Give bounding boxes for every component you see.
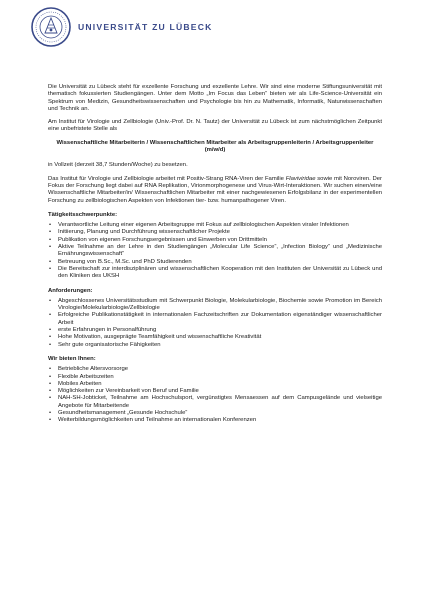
university-seal-icon	[30, 6, 72, 48]
description-part-2: sowie mit Noroviren. Der Fokus der Forschung liegt dabei auf RNA Replikation, Virionmorphogenese und Virus-Wirt-Interaktionen. Wir suchen einen/eine Wissenschaftliche Mitarbeiter/in/ Wissenschaftlichen Mitarbeiter mit einer nachgewiesenen Erfolgsbilanz in der experimentellen Forschung zu zellbiologischen Aspekten von Infektionen tier- bzw. humanpathogener Viren.	[48, 175, 383, 204]
list-item: • Mobiles Arbeiten	[48, 381, 382, 388]
list-item: • Sehr gute organisatorische Fähigkeiten	[48, 342, 382, 349]
institute-paragraph: Am Institut für Virologie und Zellbiologie (Univ.-Prof. Dr. N. Tautz) der Universität zu Lübeck ist zum nächstmöglichen Zeitpunkt eine unbefristete Stelle als	[48, 119, 382, 133]
section-heading-requirements: Anforderungen:	[48, 287, 93, 294]
list-item: • Die Bereitschaft zur interdisziplinären und wissenschaftlichen Kooperation mit den Instituten der Universität zu Lübeck und den Kliniken des UKSH	[48, 266, 382, 281]
description-part-1: Das Institut für Virologie und Zellbiologie arbeitet mit Positiv-Strang RNA-Viren der Familie	[48, 175, 286, 182]
list-item: • Aktive Teilnahme an der Lehre in den Studiengängen „Molecular Life Science“, „Infection Biology“ und „Medizinische Ernährungswissenschaft“	[48, 244, 382, 259]
job-title: Wissenschaftliche Mitarbeiterin / Wissenschaftlichen Mitarbeiter als Arbeitsgruppenleiterin / Arbeitsgruppenleiter (m/w/d)	[56, 139, 374, 154]
intro-paragraph: Die Universität zu Lübeck steht für exzellente Forschung und exzellente Lehre. Wir sind eine moderne Stiftungsuniversität mit thematisch fokussierten Studiengängen. Unter dem Motto „Im Focus das Leben“ bieten wir als Life-Science-Universität ein Spektrum von Medizin, Gesundheitswissenschaften und Psychologie bis hin zu Mathematik, Informatik, Naturwissenschaften und Technik an.	[48, 84, 382, 112]
university-header	[30, 6, 213, 48]
benefits-list	[48, 366, 382, 424]
list-item: • Abgeschlossenes Universitätsstudium mit Schwerpunkt Biologie, Molekularbiologie, Biochemie sowie Promotion im Bereich Virologie/Molekularbiologie/Zellbiologie	[48, 298, 382, 313]
section-heading-tasks: Tätigkeitsschwerpunkte:	[48, 211, 118, 218]
list-item: • Hohe Motivation, ausgeprägte Teamfähigkeit und wissenschaftliche Kreativität	[48, 334, 382, 341]
list-item: • Betreuung von B.Sc., M.Sc. und PhD Studierenden	[48, 259, 382, 266]
list-item: • Erfolgreiche Publikationstätigkeit in internationalen Fachzeitschriften zur Dokumentation eigenständiger wissenschaftlicher Arbeit	[48, 312, 382, 327]
list-item: • Verantwortliche Leitung einer eigenen Arbeitsgruppe mit Fokus auf zellbiologischen Aspekten viraler Infektionen	[48, 222, 382, 229]
list-item: • Weiterbildungsmöglichkeiten und Teilnahme an internationalen Konferenzen	[48, 417, 382, 424]
tasks-list	[48, 222, 382, 280]
list-item: • Betriebliche Altersvorsorge	[48, 366, 382, 373]
list-item: • NAH-SH-Jobticket, Teilnahme am Hochschulsport, vergünstigtes Mensaessen auf dem Campusgelände und vielseitige Angebote für Mitarbeitende	[48, 395, 382, 410]
section-heading-benefits: Wir bieten Ihnen:	[48, 355, 96, 362]
list-item: • Möglichkeiten zur Vereinbarkeit von Beruf und Familie	[48, 388, 382, 395]
list-item: • erste Erfahrungen in Personalführung	[48, 327, 382, 334]
posting-body	[48, 84, 382, 431]
requirements-list	[48, 298, 382, 349]
list-item: • Publikation von eigenen Forschungsergebnissen und Einwerben von Drittmitteln	[48, 237, 382, 244]
virus-family-name: Flaviviridae	[285, 175, 316, 182]
list-item: • Flexible Arbeitszeiten	[48, 374, 382, 381]
description-paragraph	[48, 176, 382, 205]
university-name: UNIVERSITÄT ZU LÜBECK	[78, 22, 213, 32]
list-item: • Initiierung, Planung und Durchführung wissenschaftlicher Projekte	[48, 229, 382, 236]
hours-line: in Vollzeit (derzeit 38,7 Stunden/Woche) zu besetzen.	[48, 162, 188, 169]
list-item: • Gesundheitsmanagement „Gesunde Hochschule“	[48, 410, 382, 417]
